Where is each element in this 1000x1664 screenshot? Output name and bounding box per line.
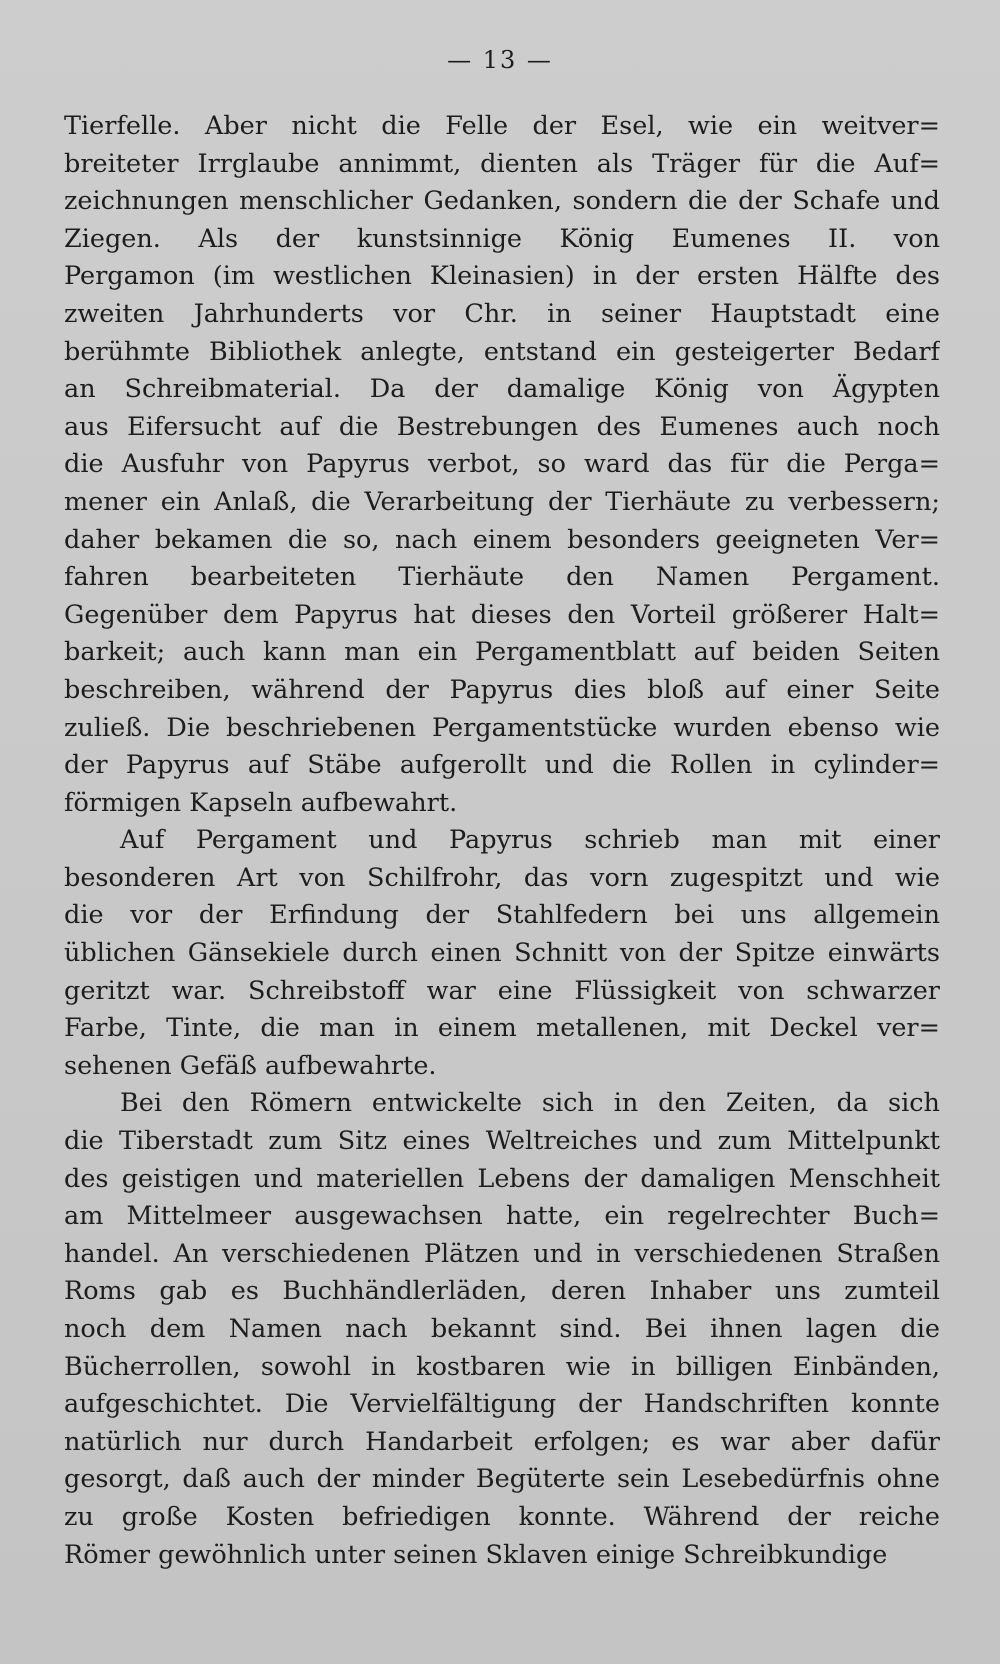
- text-line: üblichen Gänsekiele durch einen Schnitt von der Spitze einwärts: [64, 938, 940, 969]
- text-line: die Ausfuhr von Papyrus verbot, so ward das für die Perga=: [64, 449, 940, 480]
- text-line: geritzt war. Schreibstoff war eine Flüssigkeit von schwarzer: [64, 975, 940, 1006]
- text-line: der Papyrus auf Stäbe aufgerollt und die Rollen in cylinder=: [64, 750, 940, 781]
- text-line: Pergamon (im westlichen Kleinasien) in der ersten Hälfte des: [64, 261, 940, 292]
- text-line: fahren bearbeiteten Tierhäute den Namen Pergament.: [64, 562, 940, 593]
- text-line: zweiten Jahrhunderts vor Chr. in seiner Hauptstadt eine: [64, 298, 940, 329]
- text-line: Ziegen. Als der kunstsinnige König Eumenes II. von: [64, 223, 940, 254]
- text-line: aufgeschichtet. Die Vervielfältigung der Handschriften konnte: [64, 1389, 940, 1420]
- text-line: mener ein Anlaß, die Verarbeitung der Tierhäute zu verbessern;: [64, 486, 940, 517]
- text-line: gesorgt, daß auch der minder Begüterte sein Lesebedürfnis ohne: [64, 1464, 940, 1495]
- text-line: breiteter Irrglaube annimmt, dienten als Träger für die Auf=: [64, 148, 940, 179]
- text-line: noch dem Namen nach bekannt sind. Bei ihnen lagen die: [64, 1314, 940, 1344]
- text-line: sehenen Gefäß aufbewahrte.: [64, 1050, 437, 1081]
- text-line: berühmte Bibliothek anlegte, entstand ein gesteigerter Bedarf: [64, 336, 940, 367]
- text-line: am Mittelmeer ausgewachsen hatte, ein regelrechter Buch=: [64, 1201, 940, 1232]
- text-line: besonderen Art von Schilfrohr, das vorn zugespitzt und wie: [64, 862, 940, 893]
- text-line: Tierfelle. Aber nicht die Felle der Esel, wie ein weitver=: [64, 111, 940, 141]
- body-text: [64, 108, 940, 1574]
- text-line: handel. An verschiedenen Plätzen und in verschiedenen Straßen: [64, 1238, 940, 1269]
- text-line: Bei den Römern entwickelte sich in den Zeiten, da sich: [120, 1088, 940, 1119]
- paragraph: [64, 822, 940, 1085]
- text-line: die vor der Erfindung der Stahlfedern bei uns allgemein: [64, 900, 940, 931]
- text-line: Gegenüber dem Papyrus hat dieses den Vorteil größerer Halt=: [64, 599, 940, 630]
- text-line: zu große Kosten befriedigen konnte. Während der reiche: [64, 1501, 940, 1532]
- text-line: aus Eifersucht auf die Bestrebungen des Eumenes auch noch: [64, 411, 940, 442]
- text-line: zuließ. Die beschriebenen Pergamentstücke wurden ebenso wie: [64, 712, 940, 743]
- text-line: förmigen Kapseln aufbewahrt.: [64, 787, 458, 818]
- text-line: Roms gab es Buchhändlerläden, deren Inhaber uns zumteil: [64, 1276, 940, 1307]
- paragraph: [64, 1085, 940, 1574]
- text-line: Farbe, Tinte, die man in einem metallenen, mit Deckel ver=: [64, 1013, 940, 1044]
- text-line: des geistigen und materiellen Lebens der damaligen Menschheit: [64, 1163, 940, 1194]
- text-line: beschreiben, während der Papyrus dies bloß auf einer Seite: [64, 674, 940, 705]
- text-line: Römer gewöhnlich unter seinen Sklaven einige Schreibkundige: [64, 1539, 888, 1570]
- page-number: — 13 —: [447, 46, 553, 74]
- text-line: natürlich nur durch Handarbeit erfolgen; es war aber dafür: [64, 1426, 940, 1457]
- text-line: an Schreibmaterial. Da der damalige König von Ägypten: [64, 374, 940, 405]
- text-line: die Tiberstadt zum Sitz eines Weltreiches und zum Mittelpunkt: [64, 1126, 940, 1157]
- text-line: barkeit; auch kann man ein Pergamentblatt auf beiden Seiten: [64, 637, 940, 668]
- paragraph: [64, 108, 940, 822]
- text-line: zeichnungen menschlicher Gedanken, sondern die der Schafe und: [64, 186, 940, 217]
- text-line: Bücherrollen, sowohl in kostbaren wie in billigen Einbänden,: [64, 1351, 940, 1382]
- text-line: daher bekamen die so, nach einem besonders geeigneten Ver=: [64, 524, 940, 555]
- text-line: Auf Pergament und Papyrus schrieb man mit einer: [120, 825, 940, 856]
